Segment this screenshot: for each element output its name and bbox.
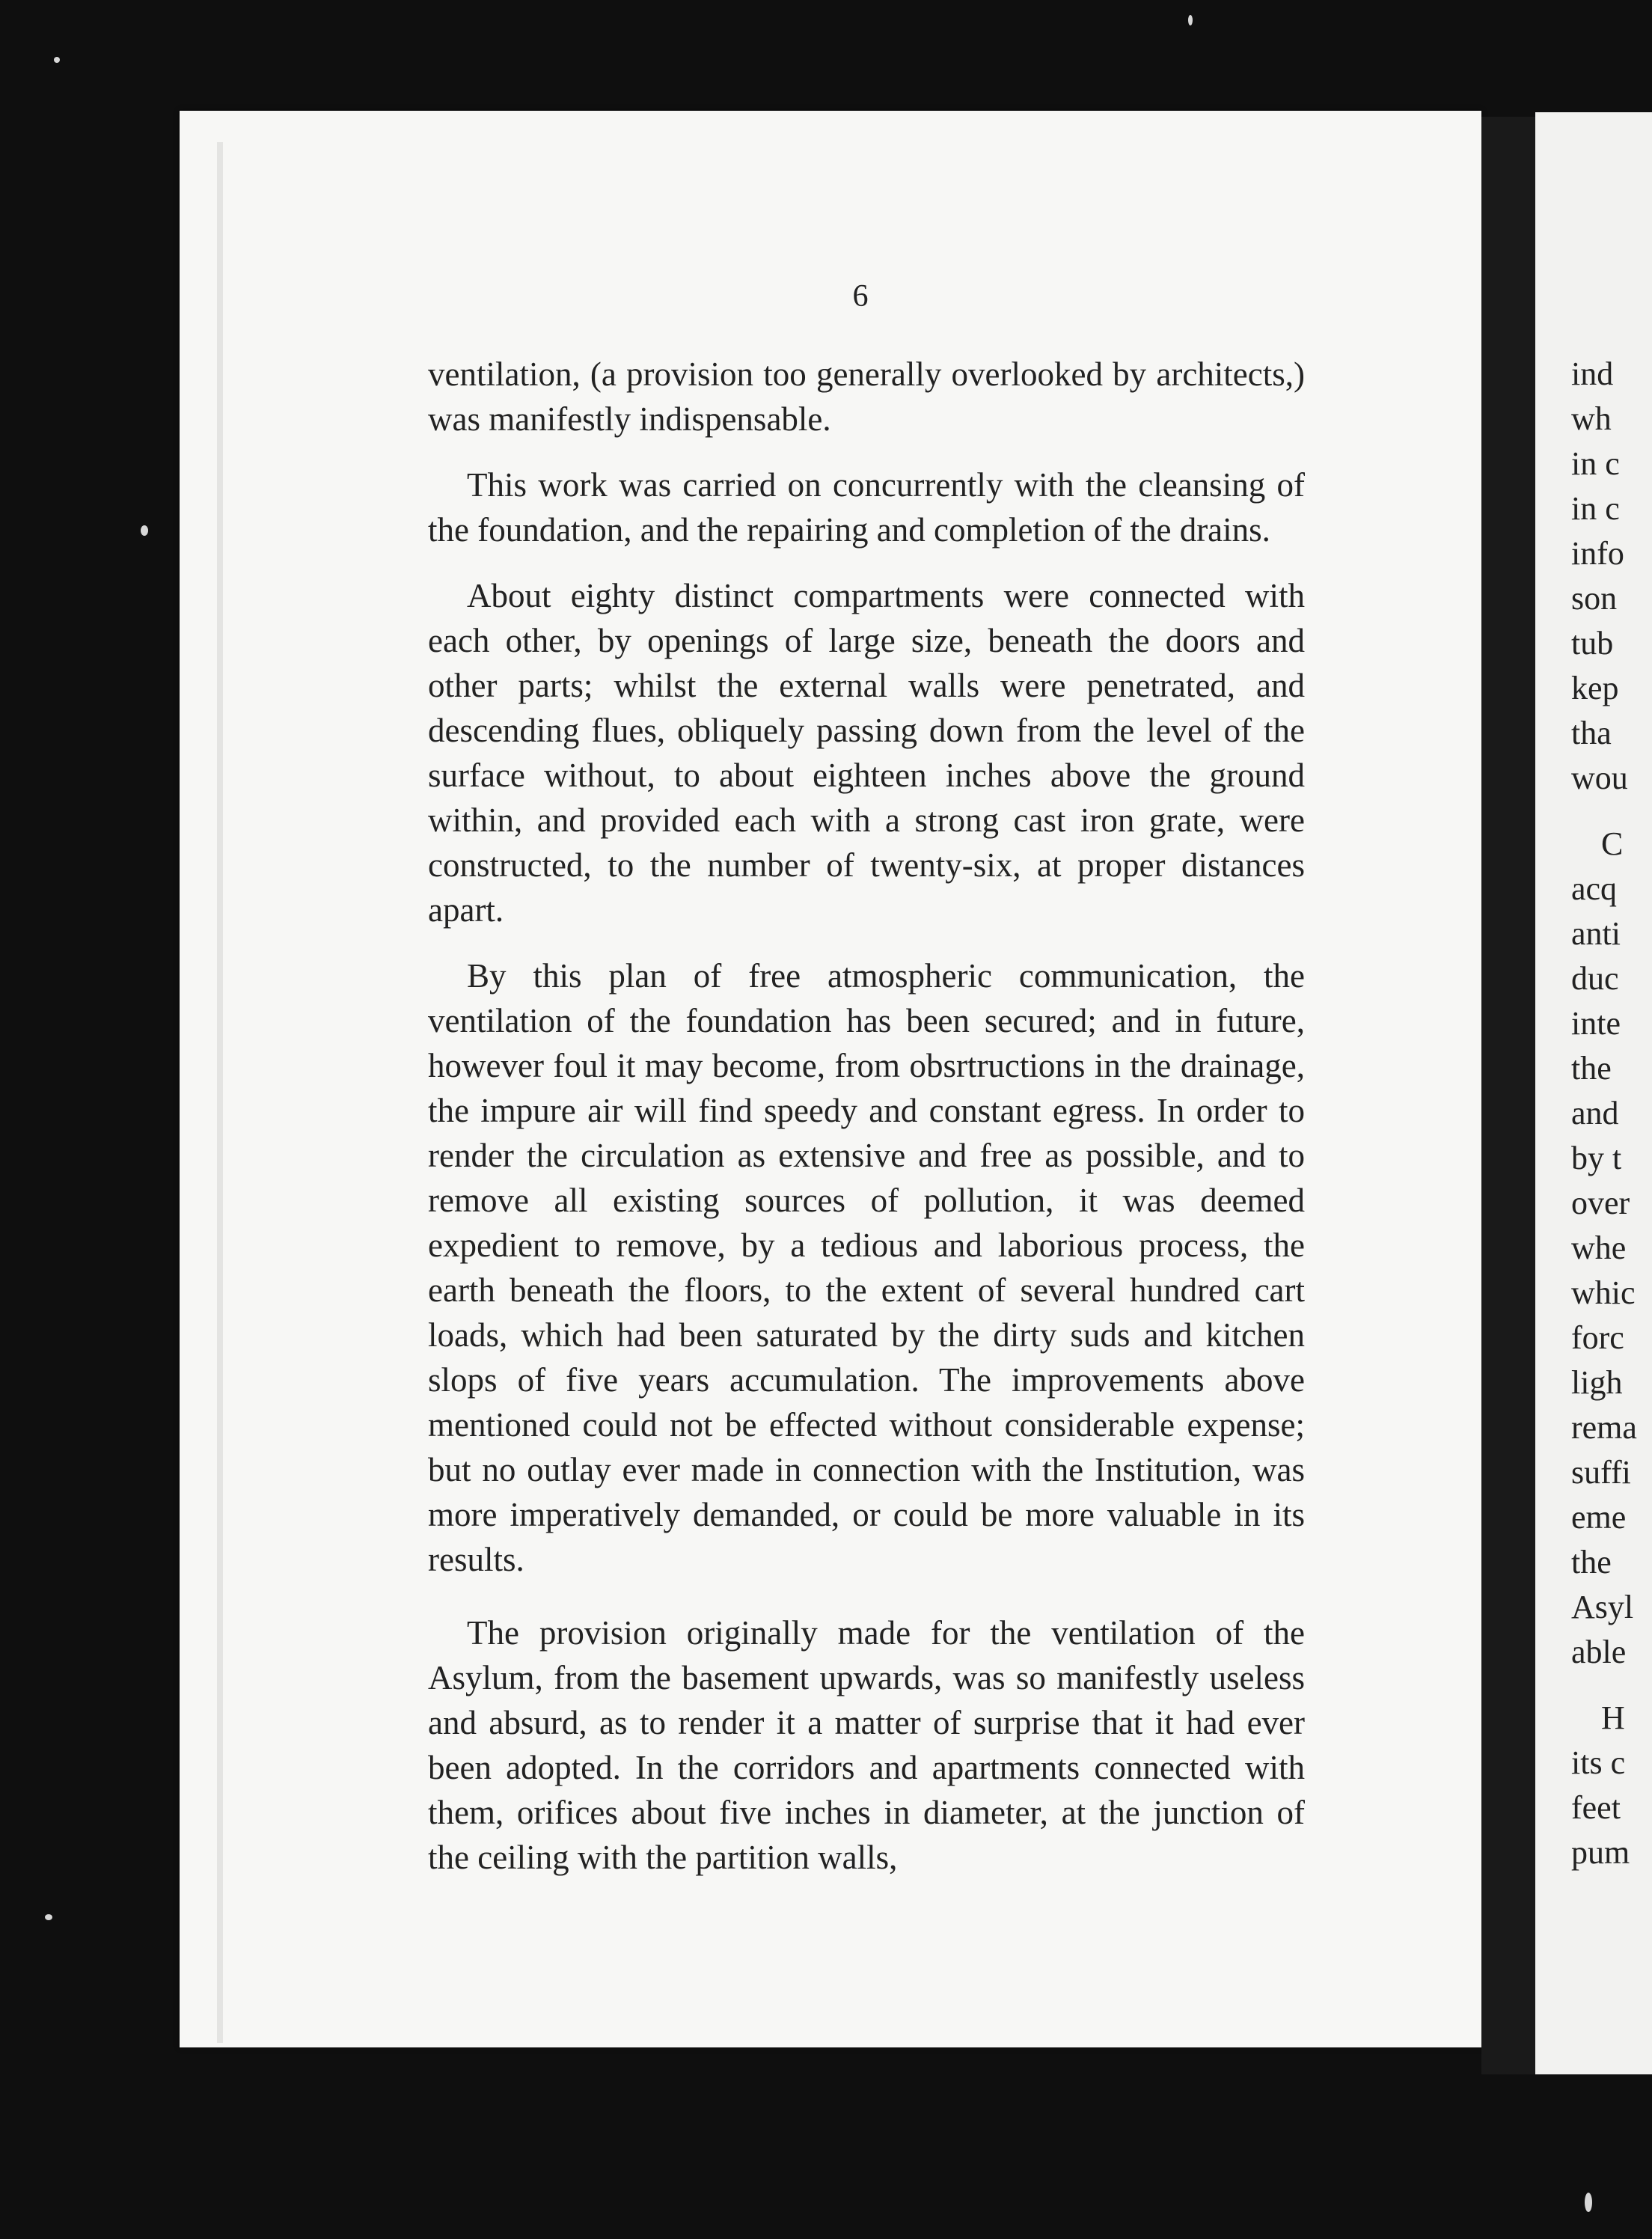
facing-line: son — [1571, 580, 1618, 617]
dust-speck — [141, 525, 148, 536]
paragraph-5: The provision originally made for the ventilation of the Asylum, from the basement upwards, was so manifestly useless and absurd, as to render it a matter of surprise that it had ever been adopted. In the corridors and apartments connected with them, orifices about five inches in diameter, at the junction of the ceiling with the partition walls, — [428, 1614, 1305, 1876]
facing-line: ind — [1571, 355, 1614, 392]
facing-line: able — [1571, 1634, 1627, 1670]
facing-line: ligh — [1571, 1364, 1623, 1401]
page-number: 6 — [852, 279, 869, 314]
facing-line: whe — [1571, 1230, 1627, 1266]
facing-line: over — [1571, 1185, 1630, 1221]
facing-line: by t — [1571, 1140, 1622, 1176]
dust-speck — [45, 1914, 52, 1920]
dust-speck — [1585, 2193, 1592, 2212]
paragraph-1: ventilation, (a provision too generally overlooked by architects,) was manifestly indispensable. — [428, 355, 1305, 438]
paragraph-3: About eighty distinct compartments were connected with each other, by openings of large size, beneath the doors and other parts; whilst the external walls were penetrated, and descending flues, obliquely passing down from the level of the surface without, to about eighteen inches above the ground within, and provided each with a strong cast iron grate, were constructed, to the number of twenty-six, at proper distances apart. — [428, 577, 1305, 929]
facing-line: acq — [1571, 870, 1618, 907]
facing-line: its c — [1571, 1744, 1626, 1781]
facing-line: in c — [1571, 445, 1620, 482]
paragraph-4: By this plan of free atmospheric communication, the ventilation of the foundation has been secured; and in future, however foul it may become, from obsrtructions in the drainage, the impure air will find speedy and constant egress. In order to render the circulation as extensive and free as possible, and to remove all existing sources of pollution, it was deemed expedient to remove, by a tedious and laborious process, the earth beneath the floors, to the extent of several hundred cart loads, which had been saturated by the dirty suds and kitchen slops of five years accumulation. The improvements above mentioned could not be effected without considerable expense; but no outlay ever made in connection with the Institution, was more imperatively demanded, or could be more valuable in its results. — [428, 957, 1305, 1578]
facing-line: in c — [1571, 490, 1620, 527]
facing-line: the — [1571, 1544, 1612, 1580]
facing-line: duc — [1571, 960, 1619, 997]
dust-speck — [54, 57, 60, 63]
paragraph-2: This work was carried on concurrently with the cleansing of the foundation, and the repairing and completion of the drains. — [428, 466, 1305, 549]
facing-page-text — [1571, 352, 1652, 1875]
dust-speck — [1188, 15, 1193, 25]
facing-line: kep — [1571, 670, 1619, 706]
facing-line: wh — [1571, 400, 1612, 437]
book-gutter — [1481, 117, 1535, 2074]
facing-line: eme — [1571, 1499, 1627, 1536]
facing-line: whic — [1571, 1274, 1636, 1311]
facing-line: feet — [1571, 1789, 1621, 1826]
facing-line: pum — [1571, 1834, 1630, 1871]
facing-line: C — [1601, 825, 1624, 862]
facing-line: rema — [1571, 1409, 1637, 1446]
facing-line: and — [1571, 1095, 1619, 1131]
facing-line: inte — [1571, 1005, 1621, 1042]
facing-line: H — [1601, 1699, 1625, 1736]
facing-line: wou — [1571, 760, 1628, 796]
facing-line: suffi — [1571, 1454, 1631, 1491]
facing-line: anti — [1571, 915, 1621, 952]
page-edge — [217, 142, 223, 2043]
page-body — [428, 352, 1305, 1901]
facing-line: Asyl — [1571, 1589, 1634, 1625]
facing-line: forc — [1571, 1319, 1624, 1356]
facing-line: tha — [1571, 715, 1612, 751]
facing-line: tub — [1571, 625, 1614, 662]
facing-line: info — [1571, 535, 1624, 572]
facing-line: the — [1571, 1050, 1612, 1087]
